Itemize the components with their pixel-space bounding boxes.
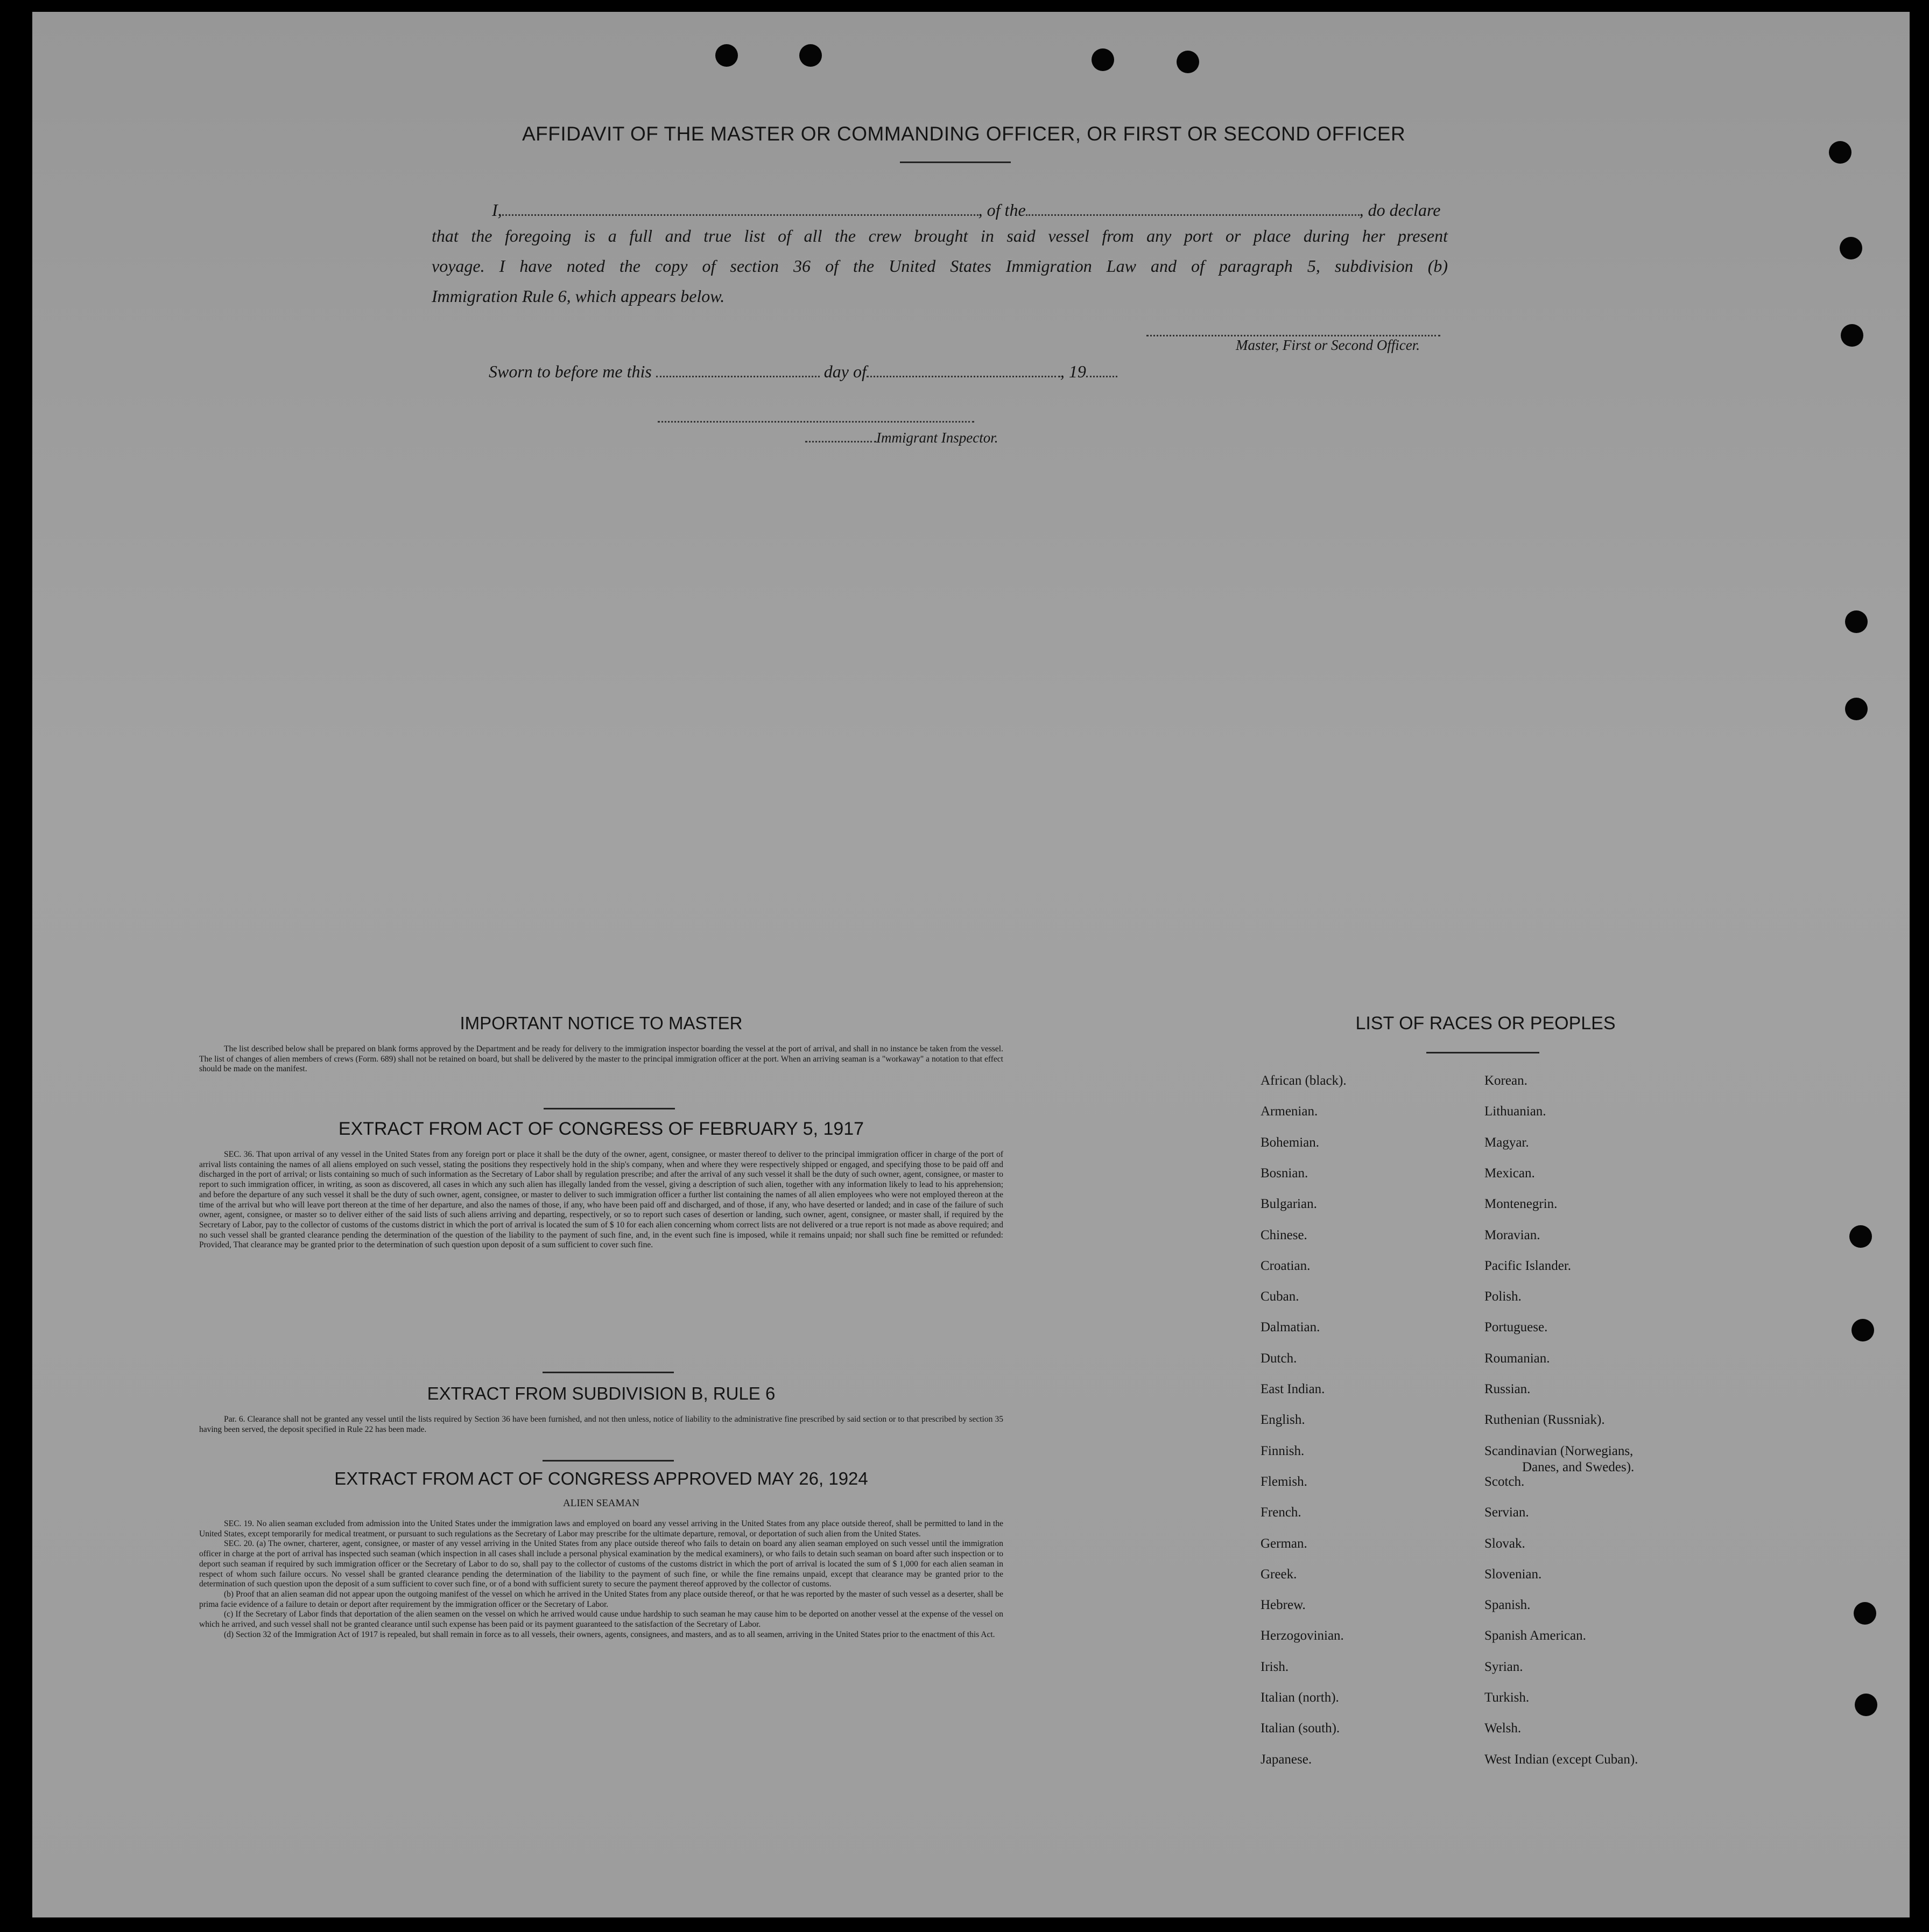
race-item: Croatian. [1261,1258,1311,1273]
race-item: French. [1261,1505,1301,1520]
inspector-signature-line[interactable] [658,420,974,423]
race-item: Cuban. [1261,1289,1299,1304]
race-item: Ruthenian (Russniak). [1484,1413,1605,1428]
race-item: Italian (north). [1261,1690,1339,1705]
divider [543,1460,674,1462]
extract-1924-sec20a: SEC. 20. (a) The owner, charterer, agent, consignee, or master of any vessel arriving in the United States from any place outside thereof who fails to detain on board any alien seaman employed on such vessel until the immigration officer in charge at the port of arrival has inspected such seaman (which inspection in all cases shall include a personal physical examination by the medical examiners), or who fails to detain such seaman on board after such inspection or to deport such seaman if required by such immigration officer or the Secretary of Labor to do so, shall pay to the collector of customs of the customs district in which the port of arrival is located the sum of $ 1,000 for each alien seaman in respect of whom such failure occurs. No vessel shall be granted clearance pending the determination of the liability to the payment of such fine, or while the fine remains unpaid, except that clearance may be granted prior to the determination of such question upon the deposit of a sum sufficient to cover such fine, or of a bond with sufficient surety to secure the payment thereof approved by the collector of customs. [199,1539,1003,1589]
extract-1917-title: EXTRACT FROM ACT OF CONGRESS OF FEBRUARY 5, 1917 [338,1119,864,1139]
divider [1426,1052,1539,1053]
race-item: Roumanian. [1484,1351,1550,1366]
notice-title: IMPORTANT NOTICE TO MASTER [460,1013,743,1033]
affidavit-title: AFFIDAVIT OF THE MASTER OR COMMANDING OFFICER, OR FIRST OR SECOND OFFICER [522,123,1406,145]
race-item: Montenegrin. [1484,1197,1558,1212]
punch-hole [1841,324,1863,347]
race-item: Japanese. [1261,1752,1312,1767]
inspector-name-field[interactable] [805,430,876,442]
race-item: Danes, and Swedes). [1522,1459,1635,1474]
sworn-year-field[interactable] [1086,361,1117,377]
race-item: Dutch. [1261,1351,1297,1366]
race-item: Armenian. [1261,1104,1318,1119]
races-title: LIST OF RACES OR PEOPLES [1355,1013,1616,1034]
race-item: Irish. [1261,1659,1289,1674]
race-item: Slovenian. [1484,1566,1542,1582]
race-item: Bohemian. [1261,1135,1320,1150]
punch-hole [1849,1225,1872,1248]
divider [544,1108,675,1109]
extract-1924-sec20b: (b) Proof that an alien seaman did not appear upon the outgoing manifest of the vessel on which he arrived in the United States from any place outside thereof, or that he was reported by the master of such vessel as a deserter, shall be prima facie evidence of a failure to detain or deport after requirement by the immigration officer or the Secretary of Labor. [199,1589,1003,1609]
extract-rule6-body [199,1415,1003,1435]
declare-text: , do declare [1359,200,1441,220]
sworn-day-of: day of [823,362,867,381]
race-item: Spanish. [1484,1598,1531,1613]
affidavit-line-3: voyage. I have noted the copy of section 36 of the United States Immigration Law and of paragraph 5, subdivision (b) [432,256,1448,276]
punch-hole [1829,141,1851,164]
master-signature-label: Master, First or Second Officer. [1236,337,1420,353]
race-item: German. [1261,1536,1307,1551]
race-item: Italian (south). [1261,1721,1340,1736]
race-item: Syrian. [1484,1659,1523,1674]
divider [900,161,1011,163]
race-item: Polish. [1484,1289,1522,1304]
race-item: Moravian. [1484,1227,1540,1242]
extract-1924-body [199,1519,1003,1640]
race-item: Slovak. [1484,1536,1525,1551]
punch-hole [1851,1319,1874,1341]
declarant-prefix: I, [492,200,502,220]
vessel-name-field[interactable] [1026,199,1360,216]
punch-hole [715,44,738,67]
race-item: Scandinavian (Norwegians, [1484,1443,1634,1458]
race-item: Mexican. [1484,1165,1535,1181]
race-item: Pacific Islander. [1484,1258,1572,1273]
of-the-text: , of the [978,200,1026,220]
race-item: Portuguese. [1484,1320,1548,1335]
punch-hole [1092,48,1114,71]
notice-body [199,1044,1003,1074]
race-item: African (black). [1261,1073,1347,1088]
sworn-day-field[interactable] [656,361,820,377]
sworn-month-field[interactable] [867,361,1060,377]
extract-1924-sec20c: (c) If the Secretary of Labor finds that deportation of the alien seamen on the vessel on which he arrived would cause undue hardship to such seaman he may cause him to be deported on another vessel at the expense of the vessel on which he arrived, and such vessel shall not be granted clearance until such expense has been paid or its payment guaranteed to the satisfaction of the Secretary of Labor. [199,1610,1003,1629]
race-item: Scotch. [1484,1474,1525,1489]
race-item: Dalmatian. [1261,1320,1320,1335]
race-item: Bulgarian. [1261,1197,1317,1212]
race-item: Korean. [1484,1073,1527,1088]
punch-hole [1854,1602,1876,1625]
extract-1924-subtitle: ALIEN SEAMAN [563,1498,639,1509]
sworn-prefix: Sworn to before me this [489,362,652,381]
race-item: Chinese. [1261,1227,1307,1242]
punch-hole [1177,51,1199,73]
extract-1917-text: SEC. 36. That upon arrival of any vessel in the United States from any foreign port or place it shall be the duty of the owner, agent, consignee, or master thereof to deliver to the principal immigration officer in charge of the port of arrival lists containing the names of all aliens employed on such vessel, stating the positions they respectively hold in the ship's company, when and where they were respectively shipped or engaged, and specifying those to be paid off and discharged in the port of arrival; or lists containing so much of such information as the Secretary of Labor shall by regulation prescribe; and after the arrival of any such vessel it shall be the duty of such owner, agent, consignee, or master to report to such immigration officer, in writing, as soon as discovered, all cases in which any such alien has illegally landed from the vessel, giving a description of such alien, together with any information likely to lead to his apprehension; and before the departure of any such vessel it shall be the duty of such owner, agent, consignee, or master to deliver to such immigration officer a further list containing the names of all alien employees who were not employed thereon at the time of the arrival but who will leave port thereon at the time of her departure, and also the names of those, if any, who have been paid off and discharged, and of those, if any, who have deserted or landed; and in case of the failure of such owner, agent, consignee, or master so to deliver either of the said lists of such aliens arriving and departing, respectively, or so to report such cases of desertion or landing, such owner, agent, consignee, or master shall, if required by the Secretary of Labor, pay to the collector of customs of the customs district in which the port of arrival is located the sum of $ 10 for each alien concerning whom correct lists are not delivered or a true report is not made as above required; and no such vessel shall be granted clearance pending the determination of the question of the liability to the payment of such fine, and, in the event such fine is imposed, while it remains unpaid; nor shall such fine be remitted or refunded: Provided, That clearance may be granted prior to the determination of such question upon deposit of a sum sufficient to cover such fine. [199,1150,1003,1250]
race-item: Greek. [1261,1566,1297,1582]
race-item: West Indian (except Cuban). [1484,1752,1638,1767]
sworn-line [489,356,1117,387]
extract-rule6-title: EXTRACT FROM SUBDIVISION B, RULE 6 [427,1383,776,1403]
race-item: Turkish. [1484,1690,1530,1705]
punch-hole [799,44,822,67]
punch-hole [1845,698,1868,720]
race-item: Spanish American. [1484,1628,1586,1643]
punch-hole [1840,237,1862,259]
race-item: Servian. [1484,1505,1529,1520]
race-item: Lithuanian. [1484,1104,1546,1119]
master-signature-line[interactable] [1146,334,1440,336]
race-item: East Indian. [1261,1382,1325,1396]
extract-rule6-text: Par. 6. Clearance shall not be granted any vessel until the lists required by Section 36 have been furnished, and not then unless, notice of liability to the administrative fine prescribed by said section or to that prescribed by section 35 having been served, the deposit specified in Rule 22 has been made. [199,1415,1003,1434]
extract-1924-sec19: SEC. 19. No alien seaman excluded from admission into the United States under the immigration laws and employed on board any vessel arriving in the United States from any place outside thereof, shall be permitted to land in the United States, except temporarily for medical treatment, or pursuant to such regulations as the Secretary of Labor may prescribe for the ultimate departure, removal, or deportation of such alien from the United States. [199,1519,1003,1538]
punch-hole [1845,610,1868,633]
divider [543,1372,674,1373]
race-item: Bosnian. [1261,1165,1308,1181]
declarant-name-field[interactable] [502,199,978,216]
notice-text: The list described below shall be prepared on blank forms approved by the Department and be ready for delivery to the immigration inspector boarding the vessel at the port of arrival, and shall in no instance be taken from the vessel. The list of changes of alien members of crews (Form. 689) shall not be retained on board, but shall be delivered by the master to the principal immigration officer at the port. When an arriving seaman is a "workaway" a notation to that effect should be made on the manifest. [199,1044,1003,1074]
punch-hole [1855,1694,1877,1716]
race-item: Welsh. [1484,1721,1522,1736]
race-item: Finnish. [1261,1443,1305,1458]
affidavit-line-2: that the foregoing is a full and true list of all the crew brought in said vessel from any port or place during her present [432,226,1448,245]
extract-1917-body [199,1150,1003,1250]
race-item: Herzogovinian. [1261,1628,1344,1643]
sworn-year-prefix: , 19 [1060,362,1086,381]
race-item: Russian. [1484,1382,1531,1396]
inspector-label: Immigrant Inspector. [876,430,998,446]
extract-1924-title: EXTRACT FROM ACT OF CONGRESS APPROVED MAY 26, 1924 [334,1469,868,1488]
race-item: Flemish. [1261,1474,1307,1489]
inspector-line [805,430,998,446]
race-item: Magyar. [1484,1135,1529,1150]
extract-1924-sec20d: (d) Section 32 of the Immigration Act of 1917 is repealed, but shall remain in force as to all vessels, their owners, agents, consignees, and masters, and as to all seamen, arriving in the United States prior to the enactment of this Act. [224,1629,995,1639]
race-item: Hebrew. [1261,1598,1306,1613]
affidavit-line-4: Immigration Rule 6, which appears below. [432,286,725,306]
race-item: English. [1261,1413,1305,1428]
